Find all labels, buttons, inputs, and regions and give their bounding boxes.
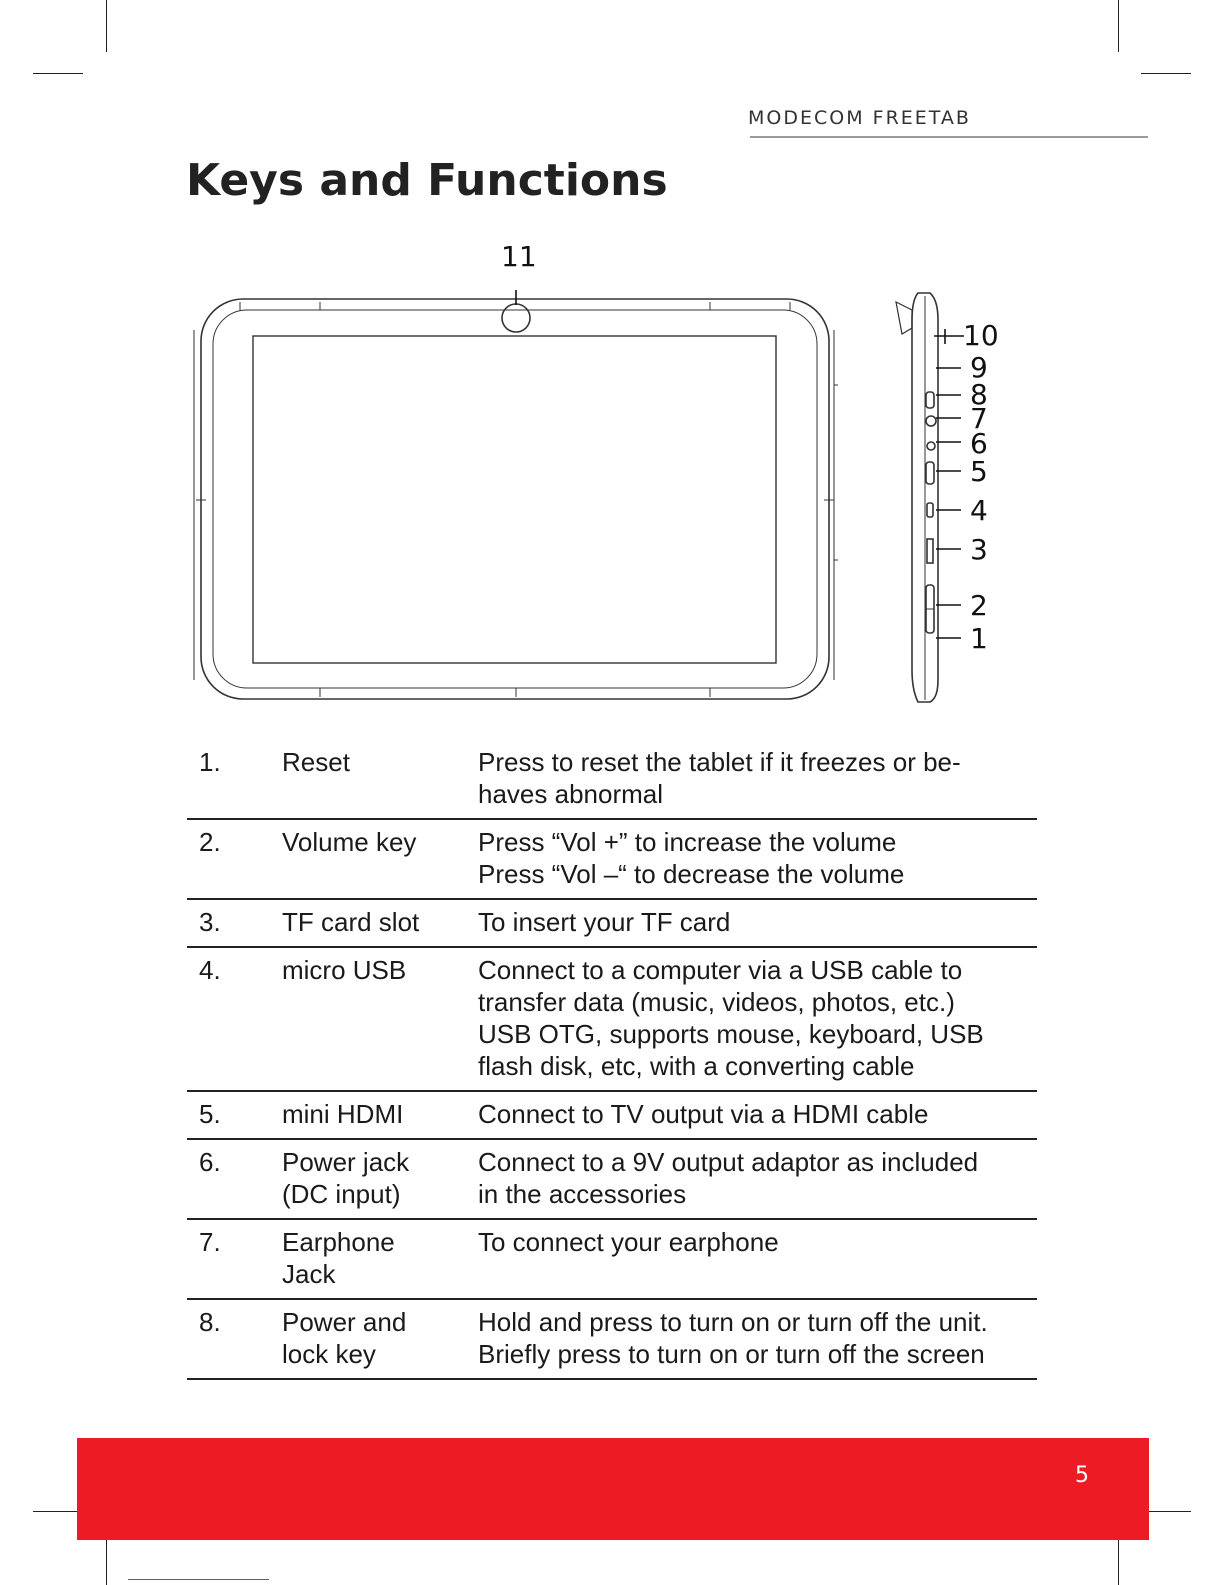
- key-name: micro USB: [282, 947, 478, 1091]
- port-power-key: [926, 392, 934, 408]
- tablet-front-bezel: [213, 310, 817, 688]
- port-earphone: [926, 416, 936, 426]
- table-row: [187, 819, 1037, 899]
- key-description: Press “Vol +” to increase the volume Press “Vol –“ to decrease the volume: [478, 819, 1037, 899]
- key-number: 4.: [187, 947, 282, 1091]
- brand-header: MODECOM FREETAB: [748, 107, 971, 129]
- front-camera: [502, 304, 530, 332]
- bottom-rule: [128, 1579, 269, 1580]
- key-number: 3.: [187, 899, 282, 947]
- callout-3: 3: [970, 533, 988, 566]
- callout-7: 7: [970, 402, 988, 435]
- tablet-screen: [253, 336, 776, 663]
- crop-mark: [33, 1511, 83, 1512]
- callout-1: 1: [970, 622, 988, 655]
- key-name: Power and lock key: [282, 1299, 478, 1379]
- key-name: Reset: [282, 740, 478, 819]
- port-usb: [927, 503, 933, 517]
- table-row: [187, 1091, 1037, 1139]
- side-stand: [896, 302, 912, 334]
- key-description: Hold and press to turn on or turn off the unit. Briefly press to turn on or turn off the screen: [478, 1299, 1037, 1379]
- callout-4: 4: [970, 494, 988, 527]
- table-row: [187, 1219, 1037, 1299]
- key-name: mini HDMI: [282, 1091, 478, 1139]
- table-row: [187, 1139, 1037, 1219]
- footer-band: [77, 1438, 1149, 1540]
- key-description: Connect to a 9V output adaptor as included in the accessories: [478, 1139, 1037, 1219]
- key-description: To connect your earphone: [478, 1219, 1037, 1299]
- table-row: [187, 947, 1037, 1091]
- callout-10: 10: [963, 319, 999, 352]
- key-name: Volume key: [282, 819, 478, 899]
- key-name: Power jack (DC input): [282, 1139, 478, 1219]
- table-row: [187, 740, 1037, 819]
- key-description: Press to reset the tablet if it freezes or be- haves abnormal: [478, 740, 1037, 819]
- callout-2: 2: [970, 589, 988, 622]
- tablet-front-outline: [201, 299, 829, 699]
- port-dc: [927, 442, 935, 450]
- tablet-diagram: [0, 0, 1225, 720]
- key-number: 7.: [187, 1219, 282, 1299]
- key-number: 8.: [187, 1299, 282, 1379]
- key-name: TF card slot: [282, 899, 478, 947]
- keys-table: [187, 740, 1037, 1380]
- callout-8: 8: [970, 378, 988, 411]
- key-description: Connect to TV output via a HDMI cable: [478, 1091, 1037, 1139]
- port-hdmi: [926, 462, 934, 484]
- key-description: Connect to a computer via a USB cable to transfer data (music, videos, photos, etc.) USB OTG, supports mouse, keyboard, USB flash disk, etc, with a converting cable: [478, 947, 1037, 1091]
- page-title: Keys and Functions: [186, 155, 668, 206]
- key-name: Earphone Jack: [282, 1219, 478, 1299]
- callout-11: 11: [501, 240, 537, 273]
- callout-9: 9: [970, 351, 988, 384]
- table-row: [187, 899, 1037, 947]
- port-tf-slot: [927, 539, 933, 563]
- page-number: 5: [1075, 1463, 1089, 1488]
- table-row: [187, 1299, 1037, 1379]
- key-number: 1.: [187, 740, 282, 819]
- key-number: 5.: [187, 1091, 282, 1139]
- key-description: To insert your TF card: [478, 899, 1037, 947]
- key-number: 2.: [187, 819, 282, 899]
- callout-6: 6: [970, 427, 988, 460]
- key-number: 6.: [187, 1139, 282, 1219]
- callout-5: 5: [970, 455, 988, 488]
